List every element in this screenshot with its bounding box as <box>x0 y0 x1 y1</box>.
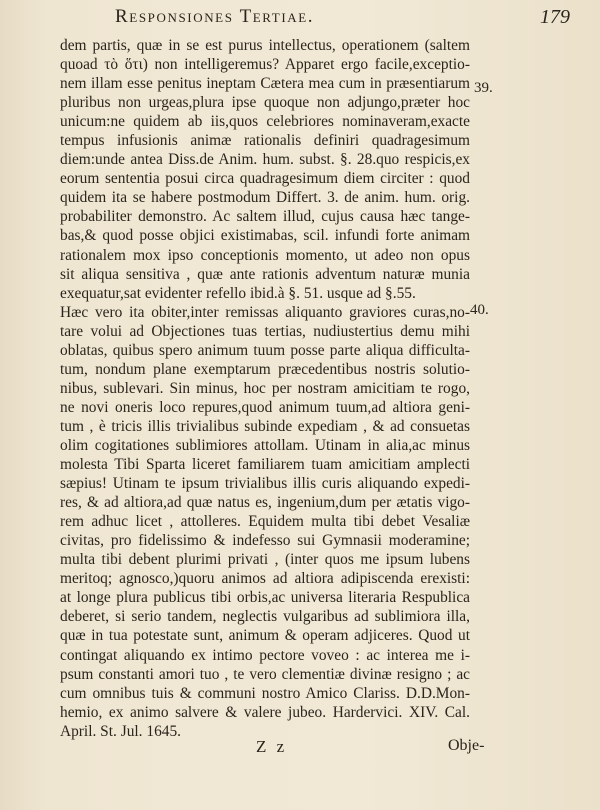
text-line: contingat aliquando ex intimo pectore voveo : ac interea me i- <box>60 646 470 664</box>
text-line: tum , è tricis illis trivialibus subinde expediam , & ad consuetas <box>60 417 470 435</box>
catchword: Obje- <box>448 737 485 754</box>
text-line: bas,& quod posse objici existimabas, scil. infundi forte animam <box>60 227 470 245</box>
text-line: tum, nondum plane exemptarum præcedentibus nostris solutio- <box>60 360 470 378</box>
text-line: exequatur,sat evidenter refello ibid.à §. 51. usque ad §.55. <box>60 284 416 302</box>
text-line: rem adhuc licet , attolleres. Equidem multa tibi debet Vesaliæ <box>60 513 470 531</box>
text-line: quoad τὸ ὅτι) non intelligeremus? Apparet ergo facile,exceptio- <box>60 56 470 74</box>
text-line: cum omnibus tuis & communi nostro Amico Clariss. D.D.Mon- <box>60 684 470 702</box>
text-line: nem illam esse penitus ineptam Cætera mea cum in præsentiarum <box>60 75 470 93</box>
text-line: hemio, ex animo salvere & valere jubeo. Hardervici. XIV. Cal. <box>60 703 470 721</box>
text-line: sit aliqua sensitiva , quæ ante rationis adventum naturæ munia <box>60 265 470 283</box>
text-line: at longe plura publicus tibi orbis,ac universa literaria Respublica <box>60 589 470 607</box>
text-line: nibus, sublevari. Sin minus, hoc per nostram amicitiam te rogo, <box>60 379 470 397</box>
text-line: meritoq; agnosco,)quoru animos ad altiora adipiscenda erexisti: <box>60 570 470 588</box>
text-line: quidem ita se habere postmodum Differt. 3. de anim. hum. orig. <box>60 189 470 207</box>
text-line: civitas, pro fidelissimo & indefesso sui Gymnasii moderamine; <box>60 532 470 550</box>
text-line: sæpius! Utinam te ipsum trivialibus illis curis aliquando expedi- <box>60 475 470 493</box>
text-line: molesta Tibi Sparta liceret familiarem tuam amicitiam amplecti <box>60 456 470 474</box>
text-line: tare volui ad Objectiones tuas tertias, nudiustertius demu mihi <box>60 322 470 340</box>
page-number: 179 <box>540 6 570 28</box>
text-line: Hæc vero ita obiter,inter remissas aliquanto graviores curas,no- <box>60 303 470 321</box>
margin-section-number: 40. <box>470 302 489 318</box>
text-line: tempus infusionis animæ rationalis definiri quadragesimum <box>60 132 470 150</box>
text-line: unicum:ne quidem ab iis,quos celebriores nominaveram,exacte <box>60 113 470 131</box>
page-header <box>115 6 570 32</box>
text-line: eorum sententia posui circa quadragesimum diem circiter : quod <box>60 170 470 188</box>
margin-section-number: 39. <box>474 80 493 96</box>
text-line: April. St. Jul. 1645. <box>60 722 181 740</box>
text-line: ne novi oneris loco repures,quod animum tuum,ad altiora geni- <box>60 398 470 416</box>
text-line: dem partis, quæ in se est purus intellectus, operationem (saltem <box>60 37 470 54</box>
text-line: res, & ad altiora,ad quæ natus es, ingenium,dum per ætatis vigo- <box>60 494 470 512</box>
text-line: oblatas, quibus spero animum tuum posse parte aliqua difficulta- <box>60 341 470 359</box>
running-head: Responsiones Tertiae. <box>115 6 315 27</box>
body-text <box>60 36 470 741</box>
text-line: diem:unde antea Diss.de Anim. hum. subst. §. 28.quo respicis,ex <box>60 151 470 169</box>
text-line: pluribus non urgeas,plura ipse quoque non adjungo,præter hoc <box>60 94 470 112</box>
text-line: olim cogitationes sublimiores attollam. Utinam in alia,ac minus <box>60 436 470 454</box>
text-line: rationalem mox ipso conceptionis momento, ut adeo non opus <box>60 246 470 264</box>
text-line: probabiliter demonstro. Ac saltem illud, cujus causa hæc tange- <box>60 208 470 226</box>
signature-mark: Z z <box>256 737 288 756</box>
text-line: deberet, si serio tandem, neglectis vulgaribus ad sublimiora illa, <box>60 608 470 626</box>
text-line: psum constanti amori tuo , te vero clementiæ divinæ resigno ; ac <box>60 665 470 683</box>
text-line: multa tibi debent plurimi privati , (inter quos me ipsum lubens <box>60 551 470 569</box>
text-line: quæ in tua potestate sunt, animum & operam adjiceres. Quod ut <box>60 627 470 645</box>
